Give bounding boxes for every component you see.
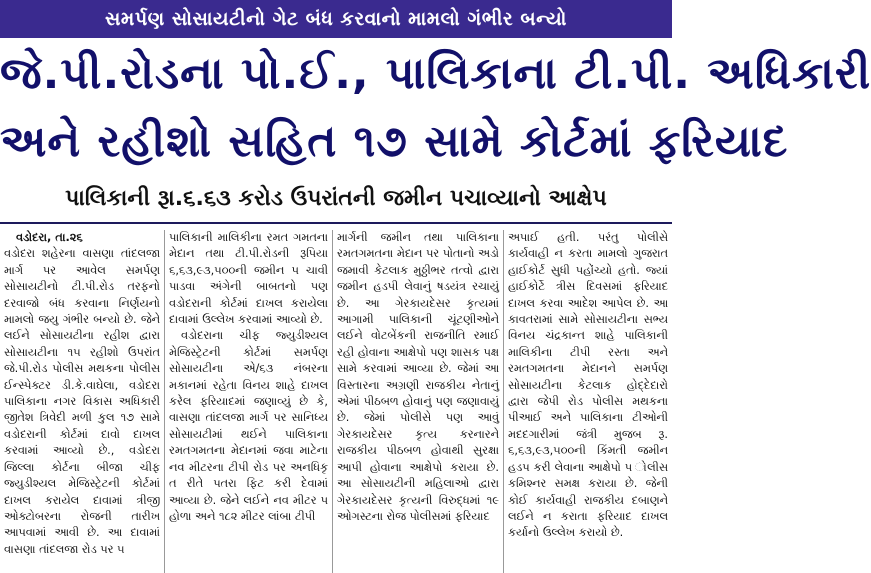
article-column-3 xyxy=(333,230,504,573)
divider-rule xyxy=(0,222,672,224)
paragraph: પાલિકાની માલિકીના રમત ગમતના મેદાન તથા ટી.પી.રોડની રૂપિયા ૬,૬૩,૯૩,૫૦૦ની જમીન પ ચાવી પાડવા અંગેની બાબતનો પણ વડોદરાની કોર્ટમાં દાખલ કરાયેલા દાવામાં ઉલ્લેખ કરવામાં આવ્યો છે. xyxy=(169,231,328,327)
kicker-text: સમર્પણ સોસાયટીનો ગેટ બંધ કરવાનો મામલો ગંભીર બન્યો xyxy=(105,8,567,30)
dateline: વડોદરા, તા.૨૬ xyxy=(16,231,83,244)
kicker-bar xyxy=(0,0,672,38)
subheadline: પાલિકાની રૂા.૬.૬૩ કરોડ ઉપરાંતની જમીન પચાવ્યાનો આક્ષેપ xyxy=(65,186,607,211)
article-body xyxy=(0,230,672,573)
headline-line-2: અને રહીશો સહિત ૧૭ સામે કોર્ટમાં ફરિયાદ xyxy=(0,116,789,167)
article-column-4 xyxy=(504,230,672,573)
headline-line-1: જે.પી.રોડના પો.ઈ., પાલિકાના ટી.પી. અધિકારી xyxy=(0,48,871,99)
paragraph: વડોદરાના ચીફ જ્યુડીશ્યલ મેજિસ્ટ્રેટની કોર્ટમાં સમર્પણ સોસાયટીના એ/૬૩ નંબરના મકાનમાં રહેતા વિનય શાહે દાખલ કરેલ ફરિયાદમાં જણાવ્યું છે કે, વાસણા તાંદલજા માર્ગ પર સાનિધ્ય સોસાયટીમાં થઈને પાલિકાના રમતગમતના મેદાનમાં જવા માટેના નવ મીટરના ટીપી રોડ પર અનધિકૃ ત રીતે પતરા ફિટ કરી દેવામાં આવ્યા છે. જેને લઈને નવ મીટર પ હોળા અને ૧૮૨ મીટર લાંબા ટીપી xyxy=(169,329,328,523)
paragraph: માર્ગની જમીન તથા પાલિકાના રમતગમતના મેદાન પર પોતાનો અડો જમાવી કેટલાક મુઠ્ઠીભર તત્વો દ્વારા જમીન હડપી લેવાનું ષડયંત્ર રચાયું છે. આ ગેરકાયદેસર કૃત્યમાં આગામી પાલિકાની ચૂંટણીઓને લઈને વોટબેંકની રાજનીતિ રમાઈ રહી હોવાના આક્ષેપો પણ શાસક પક્ષ સામે કરવામાં આવ્યા છે. જેમાં આ વિસ્તારના અગ્રણી રાજકીય નેતાનું એમાં પીઠબળ હોવાનું પણ જણાવાયું છે. જેમાં પોલીસે પણ આવું ગેરકાયદેસર કૃત્ય કરનારને રાજકીય પીઠબળ હોવાથી સુરક્ષા આપી હોવાના આક્ષેપો કરાયા છે. આ સોસાયટીની મહિલાઓ દ્વારા ગેરકાયદેસર કૃત્યની વિરુદ્ધમાં ૧૯ ઓગસ્ટના રોજ પોલીસમાં ફરિયાદ xyxy=(337,231,499,523)
paragraph: વડોદરા શહેરના વાસણા તાંદલજા માર્ગ પર આવેલ સમર્પણ સોસાયટીનો ટી.પી.રોડ તરફનો દરવાજો બંધ કરવાના નિર્ણયનો મામલો જયુ ગંભીર બન્યો છે. જેને લઈને સોસાયટીના રહીશ દ્વારા સોસાયટીના ૧૫ રહીશો ઉપરાંત જે.પી.રોડ પોલીસ મથકના પોલીસ ઈન્સ્પેક્ટર ડી.કે.વાઘેલા, વડોદરા પાલિકાના નગર વિકાસ અધિકારી જીતેશ ત્રિવેદી મળી કુલ ૧૭ સામે વડોદરાની કોર્ટમાં દાવો દાખલ કરવામાં આવ્યો છે., વડોદરા જિલ્લા કોર્ટના બીજા ચીફ જ્યુડીશ્યલ મેજિસ્ટ્રેટની કોર્ટમાં દાખલ કરાયેલ દાવામાં ત્રીજી ઓક્ટોબરના રોજની તારીખ આપવામાં આવી છે. આ દાવામાં વાસણા તાંદલજા રોડ પર ૫ xyxy=(4,247,160,556)
paragraph: અપાઈ હતી. પરંતુ પોલીસે કાર્યવાહી ન કરતા મામલો ગુજરાત હાઈકોર્ટ સુધી પહોંચ્યો હતો. જ્યાં હાઈકોર્ટે ત્રીસ દિવસમાં ફરિયાદ દાખલ કરવા આદેશ આપેલ છે. આ કાવતરામાં સામે સોસાયટીના સભ્ય વિનય ચંદ્રકાન્ત શાહે પાલિકાની માલિકીના ટીપી રસ્તા અને રમતગમતના મેદાનને સમર્પણ સોસાયટીના કેટલાક હોદ્દેદારો દ્વારા જેપી રોડ પોલીસ મથકના પીઆઈ અને પાલિકાના ટીઓની મદદગારીમાં જંત્રી મુજબ રૂ. ૬,૬૩,૯૩,૫૦૦ની કિંમતી જમીન હડપ કરી લેવાના આક્ષેપો પ ોલીસ કમિશ્નર સમક્ષ કરાયા છે. જેની કોઈ કાર્યવાહી રાજકીય દબાણને લઈને ન કરાતા ફરિયાદ દાખલ કર્યાનો ઉલ્લેખ કરાયો છે. xyxy=(508,231,668,540)
article-column-1 xyxy=(0,230,165,573)
article-column-2 xyxy=(165,230,333,573)
